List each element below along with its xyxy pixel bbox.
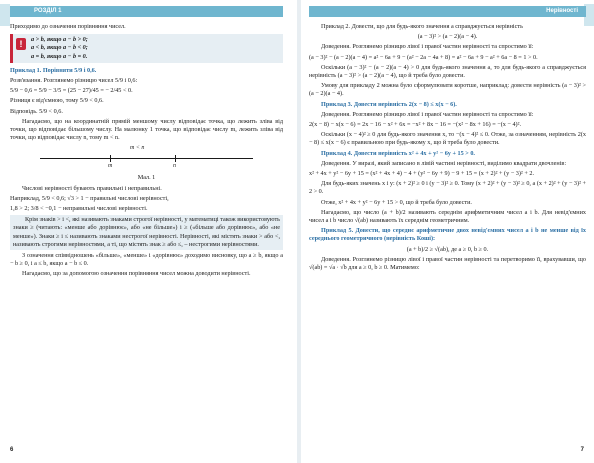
paragraph: Оскільки (a − 3)² − (a − 2)(a − 4) > 0 для будь-якого значення a, то для будь-якого a справджується нерівність (a − 3)² > (a − 2)(a − 4), що й треба було довести. bbox=[309, 63, 586, 80]
answer: Відповідь. 5/9 < 0,6. bbox=[10, 107, 63, 115]
paragraph: Умову для прикладу 2 можна було сформулювати коротше, наприклад: довести нерівність (a − 3)² > (a − 2)(a − 4). bbox=[309, 82, 586, 98]
paragraph: Наприклад, 5/9 < 0,6; √3 > 1 − правильні числові нерівності, bbox=[10, 194, 169, 202]
formula: (a − 3)² > (a − 2)(a − 4). bbox=[417, 33, 478, 41]
formula: 2(x − 8) − x(x − 6) = 2x − 16 − x² + 6x = −x² + 8x − 16 = −(x² − 8x + 16) = −(x − 4)². bbox=[309, 121, 522, 129]
page-tab bbox=[0, 4, 10, 26]
formula: 5/9 − 0,6 = 5/9 − 3/5 = (25 − 27)/45 = − 2/45 < 0. bbox=[10, 87, 133, 95]
paragraph: Розв'язання. Розглянемо різницю чисел 5/9 і 0,6: bbox=[10, 77, 138, 85]
figure-caption: Мал. 1 bbox=[137, 174, 156, 182]
paragraph: Нагадаємо, що число (a + b)/2 називають середнім арифметичним чисел a і b. Для невід'ємних чисел a і b число √(ab) називають їх середнім геометричним. bbox=[309, 208, 586, 225]
label-n: n bbox=[173, 163, 176, 170]
running-header bbox=[309, 6, 586, 17]
paragraph: Доведення. Розглянемо різницю лівої і правої частин нерівності та спростимо її: bbox=[321, 110, 534, 118]
page-number: 6 bbox=[10, 447, 14, 453]
number-line bbox=[40, 158, 253, 159]
paragraph: Нагадаємо, що на координатній прямій меншому числу відповідає точка, що лежить зліва від точки, що відповідає більшому числу. На малюнку 1 точка, що відповідає числу m, лежить зліва від точки, що відповідає числу n, тому m < n. bbox=[10, 117, 283, 142]
paragraph: Для будь-яких значень x і y: (x + 2)² ≥ 0 і (y − 3)² ≥ 0. Тому (x + 2)² + (y − 3)² ≥ 0, а (x + 2)² + (y − 3)² + 2 > 0. bbox=[309, 180, 586, 196]
chapter-label: РОЗДІЛ 1 bbox=[34, 8, 62, 14]
example-heading: Приклад 2. Довести, що для будь-якого значення a справджується нерівність bbox=[321, 23, 523, 30]
tick-n bbox=[175, 155, 176, 162]
rule-line: a > b, якщо a − b > 0; bbox=[31, 36, 88, 44]
label-m: m bbox=[108, 163, 113, 170]
right-page bbox=[301, 0, 594, 463]
number-line-figure bbox=[10, 144, 283, 172]
running-header bbox=[10, 6, 283, 17]
paragraph: Різниця є від'ємною, тому 5/9 < 0,6. bbox=[10, 97, 104, 105]
formula: x² + 4x + y² − 6y + 15 = (x² + 4x + 4) − 4 + (y² − 6y + 9) − 9 + 15 = (x + 2)² + (y − 3)² + 2. bbox=[309, 170, 535, 178]
rule-line: a < b, якщо a − b < 0; bbox=[31, 44, 88, 52]
paragraph: Доведення. Розглянемо різницю лівої і правої частин нерівності та спростимо її: bbox=[321, 43, 534, 51]
paragraph: Числові нерівності бувають правильні і неправильні. bbox=[22, 184, 162, 192]
relation-label: m < n bbox=[130, 145, 145, 152]
paragraph: 1,8 > 2; 3/8 < −0,1 − неправильні числові нерівності. bbox=[10, 205, 148, 213]
tick-m bbox=[110, 155, 111, 162]
example-heading: Приклад 4. Довести нерівність x² + 4x + y² − 6y + 15 > 0. bbox=[321, 149, 475, 157]
exclamation-icon: ! bbox=[16, 38, 26, 50]
formula: (a + b)/2 ≥ √(ab), де a ≥ 0, b ≥ 0. bbox=[406, 245, 489, 253]
example-heading: Приклад 5. Довести, що середнє арифметичне двох невід'ємних чисел a і b не менше від їх середнього геометричного (нерівність Коші): bbox=[309, 227, 586, 243]
rule-line: a = b, якщо a − b = 0. bbox=[31, 52, 88, 60]
formula: (a − 3)² − (a − 2)(a − 4) = a² − 6a + 9 − (a² − 2a − 4a + 8) = a² − 6a + 9 − a² + 6a − 8 = 1 > 0. bbox=[309, 53, 538, 61]
section-label: Нерівності bbox=[546, 8, 578, 14]
example-heading: Приклад 1. Порівняти 5/9 і 0,6. bbox=[10, 66, 97, 74]
paragraph: Доведення. У виразі, який записано в лівій частині нерівності, виділимо квадрати двочленів: bbox=[321, 159, 567, 167]
page-number: 7 bbox=[580, 447, 584, 453]
paragraph: Доведення. Розглянемо різницю лівої і правої частин нерівності та перетворимо її, врахувавши, що √(ab) = √a · √b для a ≥ 0, b ≥ 0. Матимемо: bbox=[309, 255, 586, 272]
paragraph: Приходимо до означення порівняння чисел. bbox=[10, 23, 126, 30]
paragraph: Нагадаємо, що за допомогою означення порівняння чисел можна доводити нерівності. bbox=[22, 270, 251, 278]
paragraph: Отже, x² + 4x + y² − 6y + 15 > 0, що й треба було довести. bbox=[321, 198, 472, 206]
definition-box bbox=[10, 34, 283, 63]
paragraph: З означення співвідношень «більше», «менше» і «дорівнює» доходимо висновку, що a ≥ b, якщо a − b ≥ 0, і a ≤ b, якщо a − b ≤ 0. bbox=[10, 252, 283, 268]
paragraph: Крім знаків > і <, які називають знаками строгої нерівності, у математиці також використовують знаки ≥ (читають: «менше або дорівнює», або «не більше») і ≥ («більше або дорівнює», або «не менше»). Знаки ≥ і ≤ називають знаками нестрогої нерівності. Нерівності, які містять знаки > або <, називають строгими нерівностями, а ті, що містять знак ≥ або ≤, – нестрогими нерівностями. bbox=[10, 215, 283, 250]
paragraph: Оскільки (x − 4)² ≥ 0 для будь-якого значення x, то −(x − 4)² ≤ 0. Отже, за означенням, нерівність 2(x − 8) ≤ x(x − 6) є правильною при будь-якому x, що й треба було довести. bbox=[309, 131, 586, 147]
example-heading: Приклад 3. Довести нерівність 2(x − 8) ≤ x(x − 6). bbox=[321, 100, 457, 108]
